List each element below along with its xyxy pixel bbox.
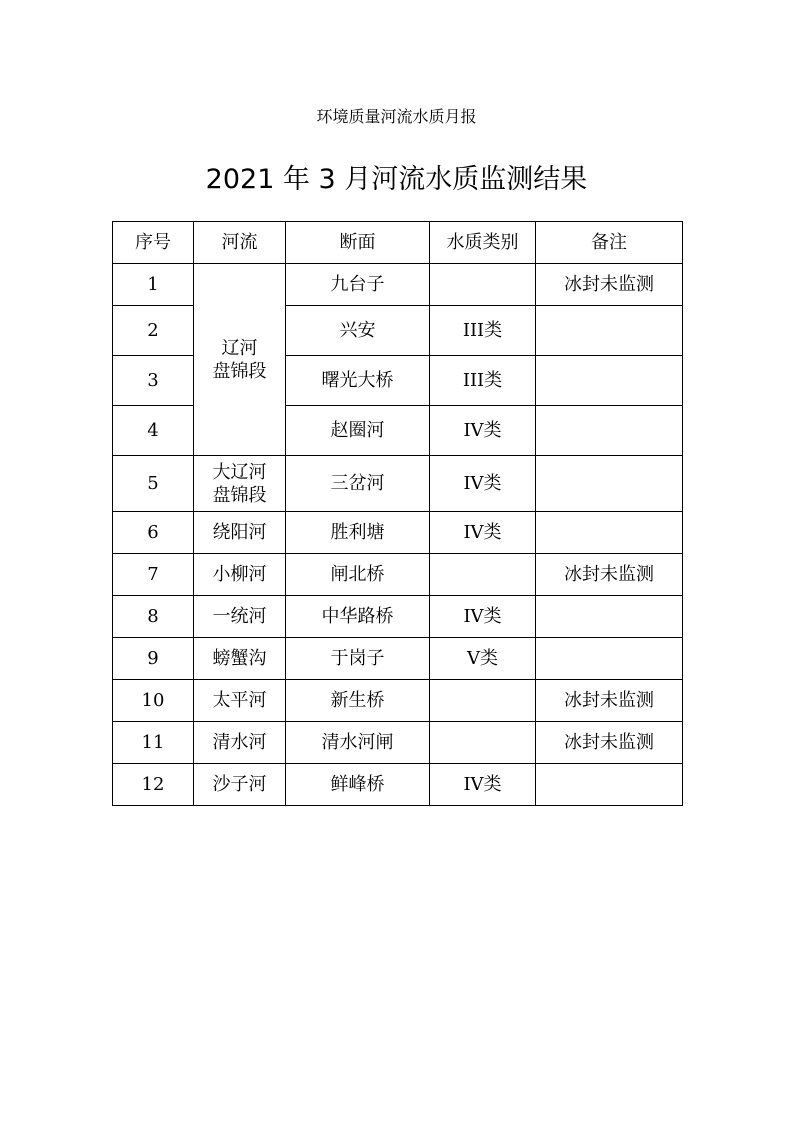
table-row: [113, 638, 683, 680]
report-header: 环境质量河流水质月报: [316, 107, 477, 126]
table-row: [113, 264, 683, 306]
cell-class: [430, 554, 536, 596]
cell-note: [536, 596, 683, 638]
col-header-river: 河流: [194, 222, 286, 264]
cell-note: [536, 406, 683, 456]
cell-section: 曙光大桥: [286, 356, 430, 406]
cell-section: 胜利塘: [286, 512, 430, 554]
cell-no: 12: [113, 764, 194, 806]
river-group-label: 辽河 盘锦段: [212, 337, 267, 382]
table-row: [113, 456, 683, 512]
cell-no: 5: [113, 456, 194, 512]
cell-no: 7: [113, 554, 194, 596]
cell-section: 中华路桥: [286, 596, 430, 638]
results-table: [112, 221, 683, 806]
cell-class: [430, 680, 536, 722]
table-row: [113, 512, 683, 554]
cell-class: [430, 722, 536, 764]
cell-class: V类: [430, 638, 536, 680]
table-header-row: [113, 222, 683, 264]
cell-river: 太平河: [194, 680, 286, 722]
cell-note: [536, 638, 683, 680]
cell-no: 4: [113, 406, 194, 456]
cell-section: 赵圈河: [286, 406, 430, 456]
river-label: 大辽河 盘锦段: [212, 461, 267, 506]
col-header-note: 备注: [536, 222, 683, 264]
cell-note: [536, 456, 683, 512]
cell-class: [430, 264, 536, 306]
table-row: [113, 554, 683, 596]
cell-note: [536, 356, 683, 406]
cell-river: 绕阳河: [194, 512, 286, 554]
cell-class: IV类: [430, 456, 536, 512]
cell-note: 冰封未监测: [536, 554, 683, 596]
cell-no: 6: [113, 512, 194, 554]
table-row: [113, 764, 683, 806]
cell-river: 一统河: [194, 596, 286, 638]
cell-river: 小柳河: [194, 554, 286, 596]
cell-section: 清水河闸: [286, 722, 430, 764]
cell-section: 鲜峰桥: [286, 764, 430, 806]
col-header-class: 水质类别: [430, 222, 536, 264]
cell-class: III类: [430, 306, 536, 356]
cell-no: 1: [113, 264, 194, 306]
col-header-no: 序号: [113, 222, 194, 264]
cell-river: 沙子河: [194, 764, 286, 806]
cell-river: 清水河: [194, 722, 286, 764]
cell-class: IV类: [430, 512, 536, 554]
cell-note: [536, 512, 683, 554]
cell-section: 九台子: [286, 264, 430, 306]
cell-class: IV类: [430, 596, 536, 638]
cell-no: 2: [113, 306, 194, 356]
cell-note: 冰封未监测: [536, 722, 683, 764]
cell-note: 冰封未监测: [536, 680, 683, 722]
cell-no: 8: [113, 596, 194, 638]
cell-river: 螃蟹沟: [194, 638, 286, 680]
cell-section: 三岔河: [286, 456, 430, 512]
cell-note: [536, 764, 683, 806]
cell-class: IV类: [430, 764, 536, 806]
table-row: [113, 596, 683, 638]
cell-section: 闸北桥: [286, 554, 430, 596]
cell-river: [194, 456, 286, 512]
cell-section: 兴安: [286, 306, 430, 356]
col-header-section: 断面: [286, 222, 430, 264]
cell-class: III类: [430, 356, 536, 406]
cell-no: 11: [113, 722, 194, 764]
table-row: [113, 722, 683, 764]
page-title: 2021 年 3 月河流水质监测结果: [205, 164, 588, 195]
table-row: [113, 680, 683, 722]
cell-no: 10: [113, 680, 194, 722]
cell-river-group: [194, 264, 286, 456]
cell-no: 9: [113, 638, 194, 680]
cell-class: IV类: [430, 406, 536, 456]
cell-section: 于岗子: [286, 638, 430, 680]
cell-section: 新生桥: [286, 680, 430, 722]
cell-note: [536, 306, 683, 356]
cell-note: 冰封未监测: [536, 264, 683, 306]
cell-no: 3: [113, 356, 194, 406]
